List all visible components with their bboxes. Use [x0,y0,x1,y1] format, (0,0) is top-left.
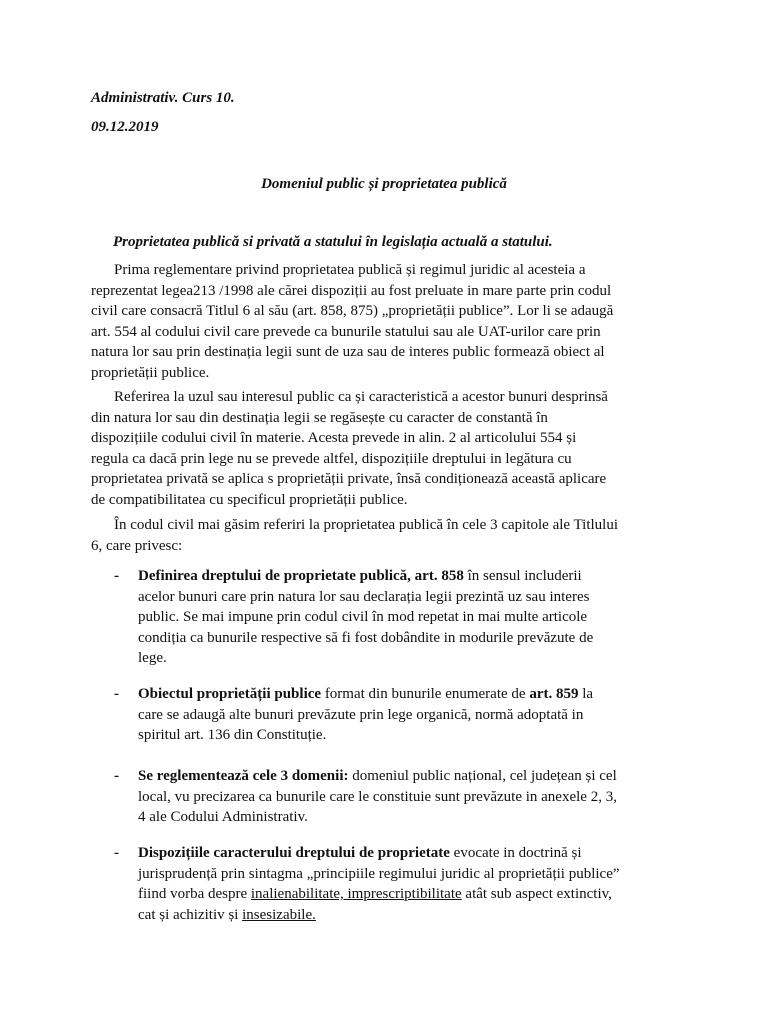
paragraph-line: reprezentat legea213 /1998 ale cărei dispoziții au fost preluate in mare parte prin codul [91,282,612,299]
paragraph-1 [91,260,691,384]
bullet-line: spiritul art. 136 din Constituție. [138,727,327,744]
bullet-dash: - [114,686,119,702]
paragraph-line: regula ca dacă prin lege nu se prevede altfel, dispozițiile dreptului in legătura cu [91,450,572,467]
bullet-dash: - [114,845,119,861]
bullet-bold-lead: Obiectul proprietății publice [138,686,322,702]
bullet-line-pre: cat și achizitiv și [138,906,243,923]
bullet-bold-lead: Se reglementează cele 3 domenii: [138,768,349,784]
paragraph-line: proprietății publice. [91,364,210,381]
bullet-lead-rest: la [578,686,594,702]
paragraph-line: art. 554 al codului civil care prevede ca bunurile statului sau ale UAT-urilor care prin [91,323,601,340]
paragraph-line: Prima reglementare privind proprietatea publică și regimul juridic al acesteia a [114,262,586,278]
paragraph-line: din natura lor sau din destinația legii se regăsește cu caracter de constantă în [91,409,548,426]
bullet-line: public. Se mai impune prin codul civil în mod repetat in mai multe articole [138,609,588,626]
section-title: Proprietatea publică si privată a statului în legislația actuală a statului. [113,234,553,250]
bullet-dash: - [114,768,119,784]
bullet-lead-rest: domeniul public național, cel județean și cel [348,768,617,784]
bullet-line-post: atât sub aspect extinctiv, [461,886,612,903]
underlined-terms: inalienabilitate, imprescriptibilitate [250,886,462,903]
paragraph-line: dispozițiile codului civil în materie. Acesta prevede in alin. 2 al articolului 554 și [91,430,577,447]
course-label: Administrativ. Curs 10. [91,90,235,106]
bullet-lead-rest: în sensul includerii [463,568,582,584]
bullet-line: acelor bunuri care prin natura lor sau declarația legii prezintă uz sau interes [138,588,590,605]
bullet-line: jurisprudență prin sintagma „principiile regimului juridic al proprietății publice” [138,865,620,882]
paragraph-line: În codul civil mai găsim referiri la proprietatea publică în cele 3 capitole ale Titlului [114,517,619,533]
bullet-lead-mid: format din bunurile enumerate de [321,686,530,702]
paragraph-line: proprietatea privată se aplica s proprietății private, însă condiționează această aplicare [91,471,607,488]
bullet-line: lege. [138,650,167,667]
bullet-line: care se adaugă alte bunuri prevăzute prin lege organică, normă adoptată in [138,706,584,723]
bullet-bold-article: art. 859 [529,686,579,702]
bullet-bold-lead: Definirea dreptului de proprietate publică, art. 858 [138,568,464,584]
bullet-lead-rest: evocate in doctrină și [449,845,582,861]
bullet-line-pre: fiind vorba despre [138,886,251,903]
bullet-line: local, vu precizarea ca bunurile care le constituie sunt prevăzute in anexele 2, 3, [138,788,617,805]
bullet-bold-lead: Dispozițiile caracterului dreptului de proprietate [138,845,450,861]
paragraph-line: 6, care privesc: [91,537,183,554]
paragraph-line: natura lor sau prin destinația legii sunt de uza sau de interes public formează obiect al [91,344,605,361]
paragraph-line: civil care consacră Titlul 6 al său (art. 858, 875) „proprietății publice”. Lor li se adaugă [91,303,614,320]
bullet-dash: - [114,568,119,584]
paragraph-line: de compatibilitatea cu specificul proprietății publice. [91,491,408,508]
paragraph-3 [91,515,691,556]
paragraph-line: Referirea la uzul sau interesul public ca și caracteristică a acestor bunuri desprinsă [114,389,608,405]
bullet-line: condiția ca bunurile respective să fi fost dobândite in modurile prevăzute de [138,629,594,646]
course-date: 09.12.2019 [91,119,159,135]
document-title: Domeniul public și proprietatea publică [261,176,507,192]
underlined-term: insesizabile. [242,906,316,923]
paragraph-2 [91,387,691,511]
bullet-line: 4 ale Codului Administrativ. [138,809,308,826]
